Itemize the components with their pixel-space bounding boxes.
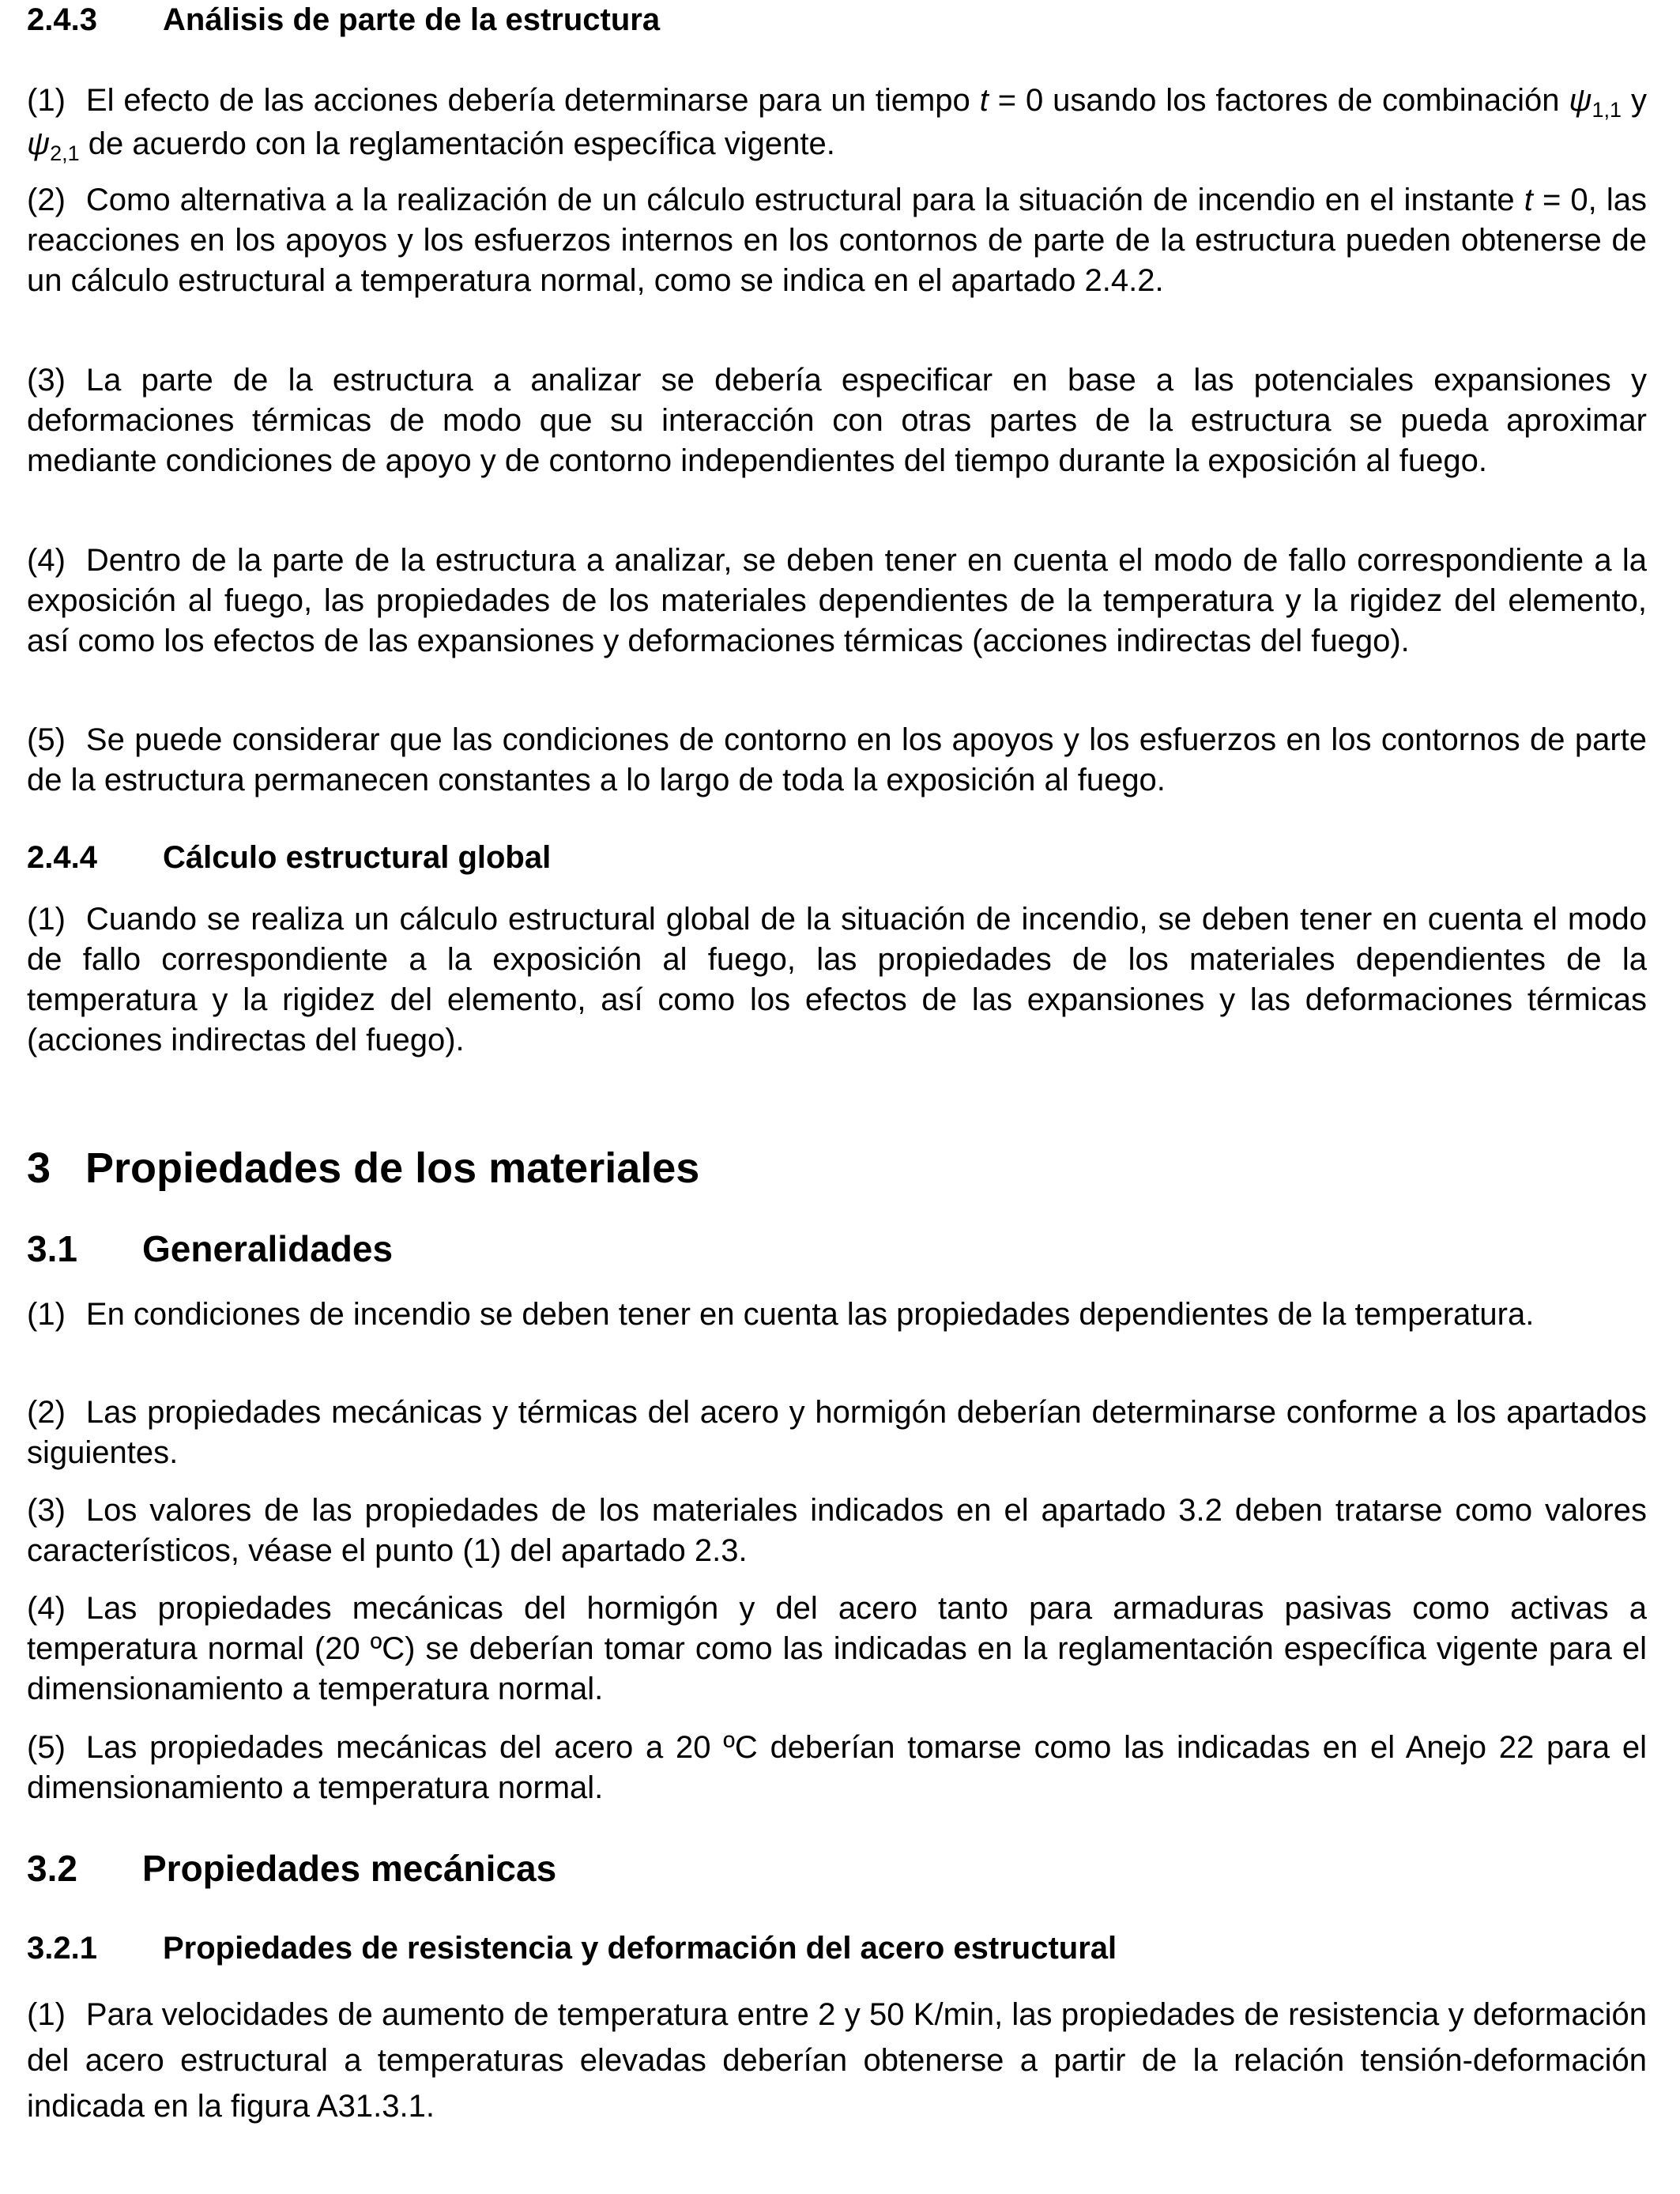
paragraph-text: Las propiedades mecánicas del hormigón y del acero tanto para armaduras pasivas como activas a temperatura normal (20 ºC) se deberían tomar como las indicadas en la reglamentación específica vigente para el dimensionamiento a temperatura normal. [27,1591,1647,1706]
paragraph-text: Para velocidades de aumento de temperatura entre 2 y 50 K/min, las propiedades de resistencia y deformación del acero estructural a temperaturas elevadas deberían obtenerse a partir de la relación tensión-deformación indicada en la figura A31.3.1. [27,1997,1647,2124]
symbol-psi: ψ [27,126,51,161]
paragraph-text: Las propiedades mecánicas del acero a 20 ºC deberían tomarse como las indicadas en el Anejo 22 para el dimensionamiento a temperatura normal. [27,1730,1647,1805]
paragraph-text: La parte de la estructura a analizar se debería especificar en base a las potenciales expansiones y deformaciones térmicas de modo que su interacción con otras partes de la estructura se pueda aproximar mediante condiciones de apoyo y de contorno independientes del tiempo durante la exposición al fuego. [27,363,1647,478]
heading-3-2-1 [27,1928,1647,1968]
paragraph-number: (5) [27,1730,66,1765]
paragraph-2-4-3-2 [27,180,1647,301]
heading-3-2 [27,1846,1647,1891]
heading-2-4-4 [27,838,1647,877]
heading-number: 3.2 [27,1848,77,1889]
paragraph-number: (1) [27,1997,66,2032]
paragraph-text: de acuerdo con la reglamentación específica vigente. [79,126,835,161]
heading-title: Propiedades mecánicas [142,1848,557,1889]
paragraph-2-4-3-4 [27,541,1647,662]
paragraph-text: Dentro de la parte de la estructura a analizar, se deben tener en cuenta el modo de fallo correspondiente a la exposición al fuego, las propiedades de los materiales dependientes de la temperatura y la rigidez del elemento, así como los efectos de las expansiones y deformaciones térmicas (acciones indirectas del fuego). [27,543,1647,658]
paragraph-number: (3) [27,363,66,398]
paragraph-number: (4) [27,1591,66,1626]
paragraph-2-4-3-5 [27,720,1647,801]
paragraph-2-4-3-3 [27,360,1647,481]
paragraph-3-1-5 [27,1728,1647,1808]
paragraph-number: (3) [27,1493,66,1528]
paragraph-text: Las propiedades mecánicas y térmicas del acero y hormigón deberían determinarse conforme a los apartados siguientes. [27,1395,1647,1470]
paragraph-3-1-4 [27,1589,1647,1710]
paragraph-text: = 0 usando los factores de combinación [988,83,1569,118]
heading-number: 3.2.1 [27,1931,97,1966]
paragraph-text: El efecto de las acciones debería determinarse para un tiempo [85,83,980,118]
heading-title: Propiedades de resistencia y deformación del acero estructural [163,1931,1117,1966]
paragraph-text: Como alternativa a la realización de un cálculo estructural para la situación de incendio en el instante [85,183,1524,217]
paragraph-text: Se puede considerar que las condiciones de contorno en los apoyos y los esfuerzos en los contornos de parte de la estructura permanecen constantes a lo largo de toda la exposición al fuego. [27,722,1647,797]
paragraph-text: Cuando se realiza un cálculo estructural global de la situación de incendio, se deben tener en cuenta el modo de fallo correspondiente a la exposición al fuego, las propiedades de los materiales dependientes de la temperatura y la rigidez del elemento, así como los efectos de las expansiones y las deformaciones térmicas (acciones indirectas del fuego). [27,902,1647,1057]
paragraph-number: (4) [27,543,66,578]
paragraph-3-1-3 [27,1491,1647,1571]
heading-title: Cálculo estructural global [163,840,552,875]
paragraph-3-2-1-1 [27,1992,1647,2129]
symbol-psi: ψ [1569,83,1592,118]
heading-title: Generalidades [142,1228,394,1269]
paragraph-number: (2) [27,1395,66,1430]
paragraph-2-4-4-1 [27,899,1647,1061]
subscript: 2,1 [50,141,80,165]
variable-t: t [1524,183,1533,217]
heading-number: 2.4.4 [27,840,97,875]
heading-title: Análisis de parte de la estructura [163,2,661,37]
paragraph-number: (5) [27,722,66,757]
subscript: 1,1 [1591,98,1622,122]
paragraph-3-1-2 [27,1393,1647,1473]
heading-number: 2.4.3 [27,2,97,37]
heading-number: 3.1 [27,1228,77,1269]
paragraph-number: (1) [27,902,66,937]
paragraph-number: (2) [27,183,66,217]
paragraph-text: Los valores de las propiedades de los materiales indicados en el apartado 3.2 deben tratarse como valores característicos, véase el punto (1) del apartado 2.3. [27,1493,1647,1568]
paragraph-number: (1) [27,83,66,118]
variable-t: t [979,83,989,118]
heading-number: 3 [27,1144,51,1192]
heading-2-4-3 [27,0,1647,40]
paragraph-2-4-3-1 [27,81,1647,168]
heading-3-1 [27,1227,1647,1271]
heading-3 [27,1143,1647,1193]
paragraph-text: En condiciones de incendio se deben tener en cuenta las propiedades dependientes de la temperatura. [85,1297,1535,1332]
paragraph-text: = 0, las reacciones en los apoyos y los esfuerzos internos en los contornos de parte de la estructura pueden obtenerse de un cálculo estructural a temperatura normal, como se indica en el apartado 2.4.2. [27,183,1647,298]
paragraph-3-1-1 [27,1295,1647,1335]
paragraph-number: (1) [27,1297,66,1332]
paragraph-text: y [1622,83,1647,118]
heading-title: Propiedades de los materiales [85,1144,700,1192]
